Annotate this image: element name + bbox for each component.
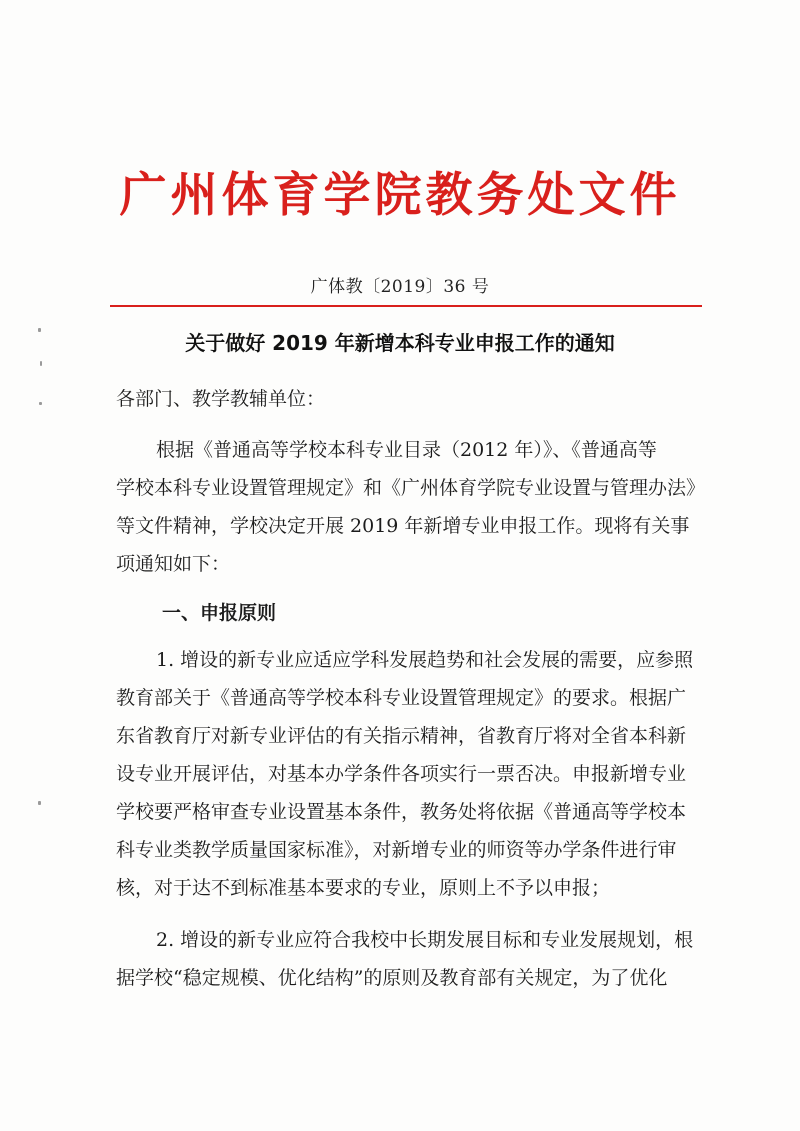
paragraph-line: 等文件精神，学校决定开展 2019 年新增专业申报工作。现将有关事 (116, 515, 690, 537)
paragraph-line: 据学校“稳定规模、优化结构”的原则及教育部有关规定，为了优化 (116, 967, 668, 989)
red-divider-line (110, 305, 702, 307)
scan-speck (38, 801, 41, 805)
paragraph-line: 核，对于达不到标准基本要求的专业，原则上不予以申报； (116, 877, 611, 899)
notice-title: 关于做好 2019 年新增本科专业申报工作的通知 (185, 331, 615, 355)
paragraph-line: 1. 增设的新专业应适应学科发展趋势和社会发展的需要，应参照 (156, 649, 694, 671)
paragraph-line: 教育部关于《普通高等学校本科专业设置管理规定》的要求。根据广 (116, 687, 687, 709)
issuing-org-title: 广州体育学院教务处文件 (119, 168, 681, 223)
paragraph-line: 东省教育厅对新专业评估的有关指示精神，省教育厅将对全省本科新 (116, 725, 687, 747)
paragraph-line: 项通知如下： (116, 553, 231, 575)
scan-speck (39, 402, 42, 405)
scan-speck (40, 361, 42, 366)
paragraph-line: 根据《普通高等学校本科专业目录（2012 年）》、《普通高等 (156, 439, 657, 461)
paragraph-line: 学校本科专业设置管理规定》和《广州体育学院专业设置与管理办法》 (116, 477, 706, 499)
paragraph-line: 2. 增设的新专业应符合我校中长期发展目标和专业发展规划，根 (156, 929, 694, 951)
document-number: 广体教〔2019〕36 号 (310, 277, 490, 297)
section-heading: 一、申报原则 (162, 602, 277, 624)
paragraph-line: 学校要严格审查专业设置基本条件，教务处将依据《普通高等学校本 (116, 801, 687, 823)
salutation: 各部门、教学教辅单位： (116, 388, 326, 410)
paragraph-line: 设专业开展评估，对基本办学条件各项实行一票否决。申报新增专业 (116, 763, 687, 785)
paragraph-line: 科专业类教学质量国家标准》，对新增专业的师资等办学条件进行审 (116, 839, 677, 861)
